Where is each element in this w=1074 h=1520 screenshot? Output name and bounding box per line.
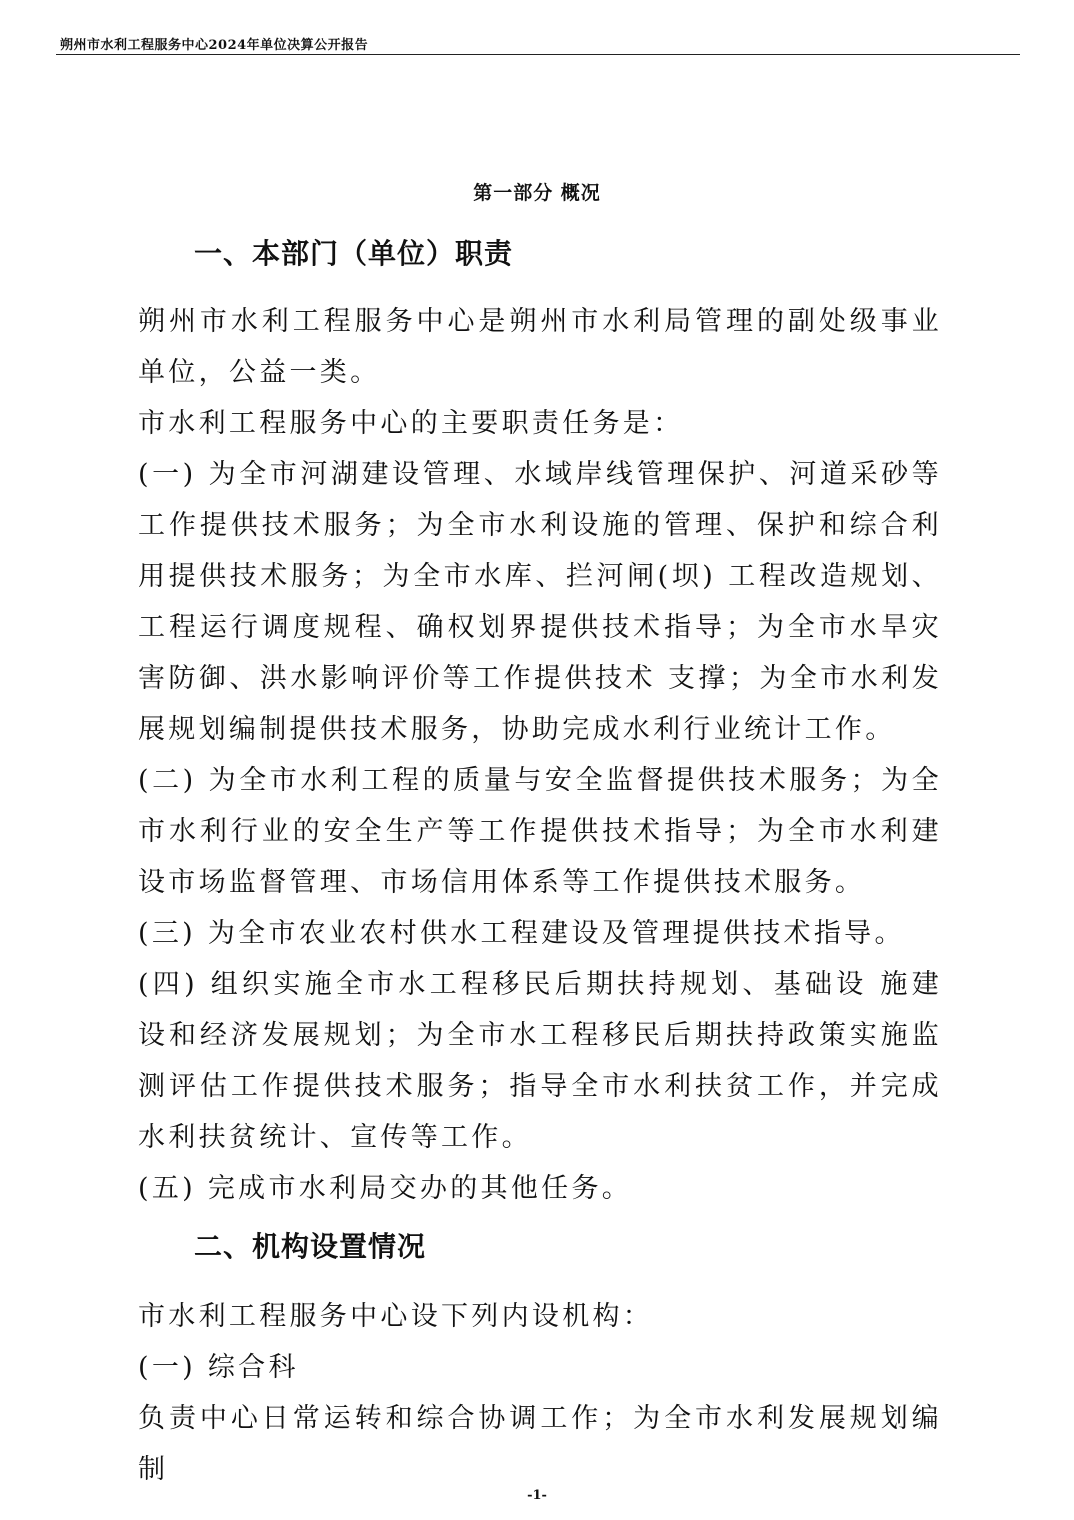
page-number: -1-	[527, 1488, 547, 1503]
header-rule	[56, 54, 1020, 55]
paragraph-duty-4: (四) 组织实施全市水工程移民后期扶持规划、基础设 施建设和经济发展规划；为全市水工程移民后期扶持政策实施监测评估工作提供技术服务；指导全市水利扶贫工作，并完成水利扶贫统计、宣传等工作。	[138, 969, 942, 1153]
paragraph-duty-2: (二) 为全市水利工程的质量与安全监督提供技术服务；为全市水利行业的安全生产等工作提供技术指导；为全市水利建设市场监督管理、市场信用体系等工作提供技术服务。	[138, 765, 942, 898]
section-heading-organization: 二、机构设置情况	[194, 1230, 427, 1263]
part-title: 第一部分 概况	[473, 182, 601, 204]
paragraph-duty-3: (三) 为全市农业农村供水工程建设及管理提供技术指导。	[138, 918, 905, 949]
running-header: 朔州市水利工程服务中心2024年单位决算公开报告	[60, 38, 369, 53]
paragraph-org-lead: 市水利工程服务中心设下列内设机构：	[138, 1301, 654, 1332]
paragraph-duty-1: (一) 为全市河湖建设管理、水域岸线管理保护、河道采砂等工作提供技术服务；为全市水利设施的管理、保护和综合利用提供技术服务；为全市水库、拦河闸(坝) 工程改造规划、工程运行调度规程、确权划界提供技术指导；为全市水旱灾害防御、洪水影响评价等工作提供技术 支撑；为全市水利发展规划编制提供技术服务，协助完成水利行业统计工作。	[138, 459, 942, 745]
paragraph-org-unit-1-desc: 负责中心日常运转和综合协调工作；为全市水利发展规划编制	[138, 1403, 942, 1485]
section-heading-duties: 一、本部门（单位）职责	[194, 237, 514, 270]
paragraph-duties-lead: 市水利工程服务中心的主要职责任务是：	[138, 408, 684, 439]
paragraph-org-unit-1: (一) 综合科	[138, 1352, 299, 1383]
paragraph-intro: 朔州市水利工程服务中心是朔州市水利局管理的副处级事业单位，公益一类。	[138, 306, 942, 388]
paragraph-duty-5: (五) 完成市水利局交办的其他任务。	[138, 1173, 633, 1204]
